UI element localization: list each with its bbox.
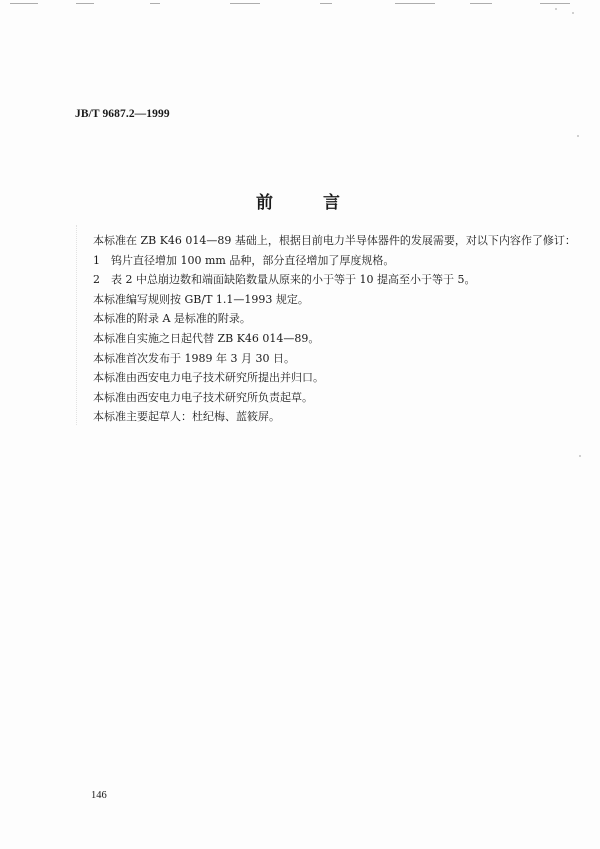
preface-line: 本标准由西安电力电子技术研究所提出并归口。 — [93, 371, 324, 385]
preface-line: 本标准的附录 A 是标准的附录。 — [93, 312, 251, 326]
scan-artifact — [572, 12, 574, 14]
preface-body — [93, 231, 576, 427]
scan-artifact — [76, 225, 79, 425]
preface-line: 本标准在 ZB K46 014—89 基础上，根据目前电力半导体器件的发展需要，对以下内容作了修订： — [93, 234, 576, 247]
scan-artifact — [320, 3, 332, 4]
scan-artifact — [579, 455, 581, 457]
preface-line: 本标准编写规则按 GB/T 1.1—1993 规定。 — [93, 292, 309, 306]
scan-artifact — [555, 8, 557, 10]
scan-artifact — [230, 3, 260, 4]
page-title: 前 言 — [256, 193, 362, 213]
preface-line: 本标准主要起草人：杜纪梅、蓝筱屏。 — [93, 410, 280, 424]
scan-artifact — [10, 3, 38, 4]
scan-artifact — [470, 3, 492, 4]
scan-artifact — [577, 135, 579, 137]
preface-line: 本标准由西安电力电子技术研究所负责起草。 — [93, 390, 313, 404]
standard-code: JB/T 9687.2—1999 — [75, 108, 170, 120]
scan-artifact — [395, 3, 435, 4]
revision-item: 1 钨片直径增加 100 mm 品种，部分直径增加了厚度规格。 — [93, 253, 395, 267]
revision-item: 2 表 2 中总崩边数和端面缺陷数量从原来的小于等于 10 提高至小于等于 5。 — [93, 273, 476, 287]
scan-artifact — [76, 3, 94, 4]
page-number: 146 — [91, 790, 107, 801]
preface-line: 本标准自实施之日起代替 ZB K46 014—89。 — [93, 331, 320, 345]
scan-artifact — [540, 3, 570, 4]
preface-line: 本标准首次发布于 1989 年 3 月 30 日。 — [93, 351, 295, 365]
scan-artifact — [150, 3, 160, 4]
